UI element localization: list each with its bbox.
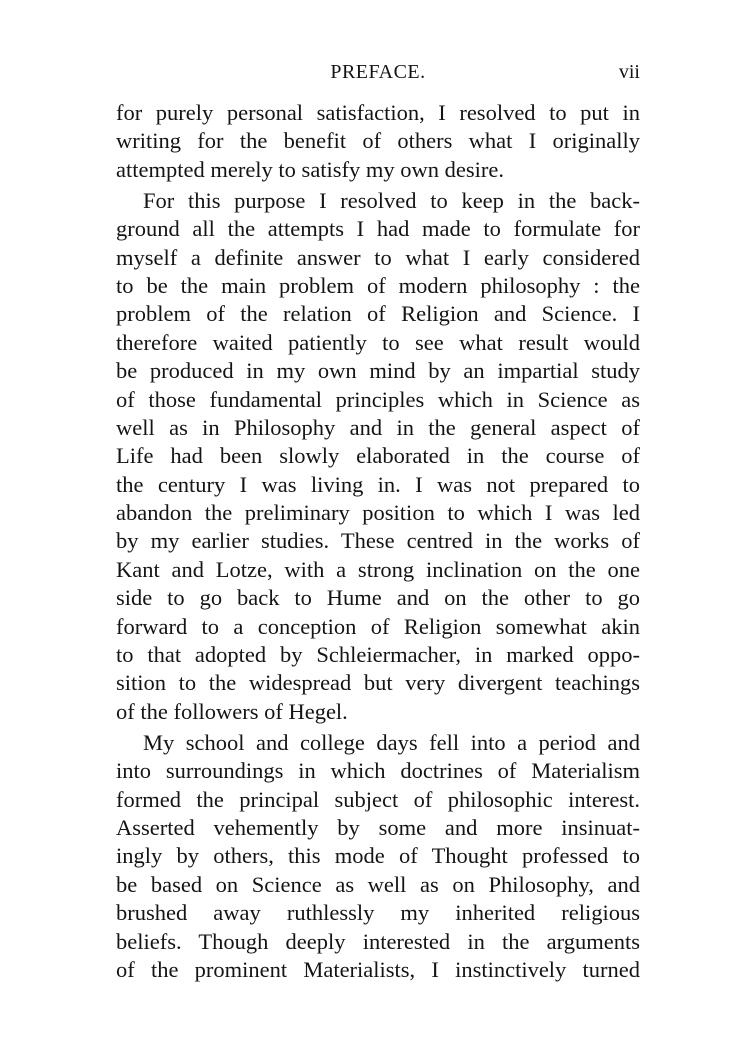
text-line: Life had been slowly elaborated in the course of (116, 443, 640, 469)
paragraph-1 (116, 99, 640, 184)
text-line: abandon the preliminary position to which I was led (116, 500, 640, 526)
text-line: formed the principal subject of philosophic interest. (116, 786, 640, 812)
text-line: beliefs. Though deeply interested in the arguments (116, 928, 640, 954)
text-line: Kant and Lotze, with a strong inclination on the one (116, 556, 640, 582)
text-line: brushed away ruthlessly my inherited religious (116, 900, 640, 926)
paragraph-2 (116, 187, 640, 726)
text-line: therefore waited patiently to see what result would (116, 329, 640, 355)
text-line: attempted merely to satisfy my own desire. (116, 156, 505, 182)
page-number: vii (618, 61, 640, 83)
text-line: For this purpose I resolved to keep in the back- (143, 187, 640, 213)
running-title: PREFACE. (330, 61, 426, 83)
text-line: well as in Philosophy and in the general aspect of (116, 414, 640, 440)
text-line: be produced in my own mind by an impartial study (116, 358, 640, 384)
text-line: ground all the attempts I had made to formulate for (116, 216, 640, 242)
text-line: the century I was living in. I was not prepared to (116, 471, 640, 497)
text-line: by my earlier studies. These centred in the works of (116, 528, 640, 554)
text-line: Asserted vehemently by some and more insinuat- (116, 814, 640, 840)
text-line: of the followers of Hegel. (116, 698, 348, 724)
text-line: writing for the benefit of others what I originally (116, 128, 640, 154)
text-line: to that adopted by Schleiermacher, in marked oppo- (116, 642, 640, 668)
text-line: ingly by others, this mode of Thought professed to (116, 843, 640, 869)
text-line: problem of the relation of Religion and Science. I (116, 301, 640, 327)
body-text (116, 99, 640, 984)
text-line: for purely personal satisfaction, I resolved to put in (116, 100, 640, 125)
text-line: sition to the widespread but very divergent teachings (116, 670, 640, 696)
text-line: My school and college days fell into a period and (143, 729, 640, 755)
running-head (116, 57, 640, 87)
text-line: forward to a conception of Religion somewhat akin (116, 613, 640, 639)
text-line: of the prominent Materialists, I instinctively turned (116, 956, 640, 982)
text-line: into surroundings in which doctrines of Materialism (116, 758, 640, 784)
text-line: be based on Science as well as on Philosophy, and (116, 871, 640, 897)
text-line: to be the main problem of modern philosophy : the (116, 272, 640, 298)
text-line: myself a definite answer to what I early considered (116, 244, 640, 270)
text-line: of those fundamental principles which in Science as (116, 386, 640, 412)
text-line: side to go back to Hume and on the other to go (116, 585, 640, 611)
paragraph-3 (116, 729, 640, 985)
